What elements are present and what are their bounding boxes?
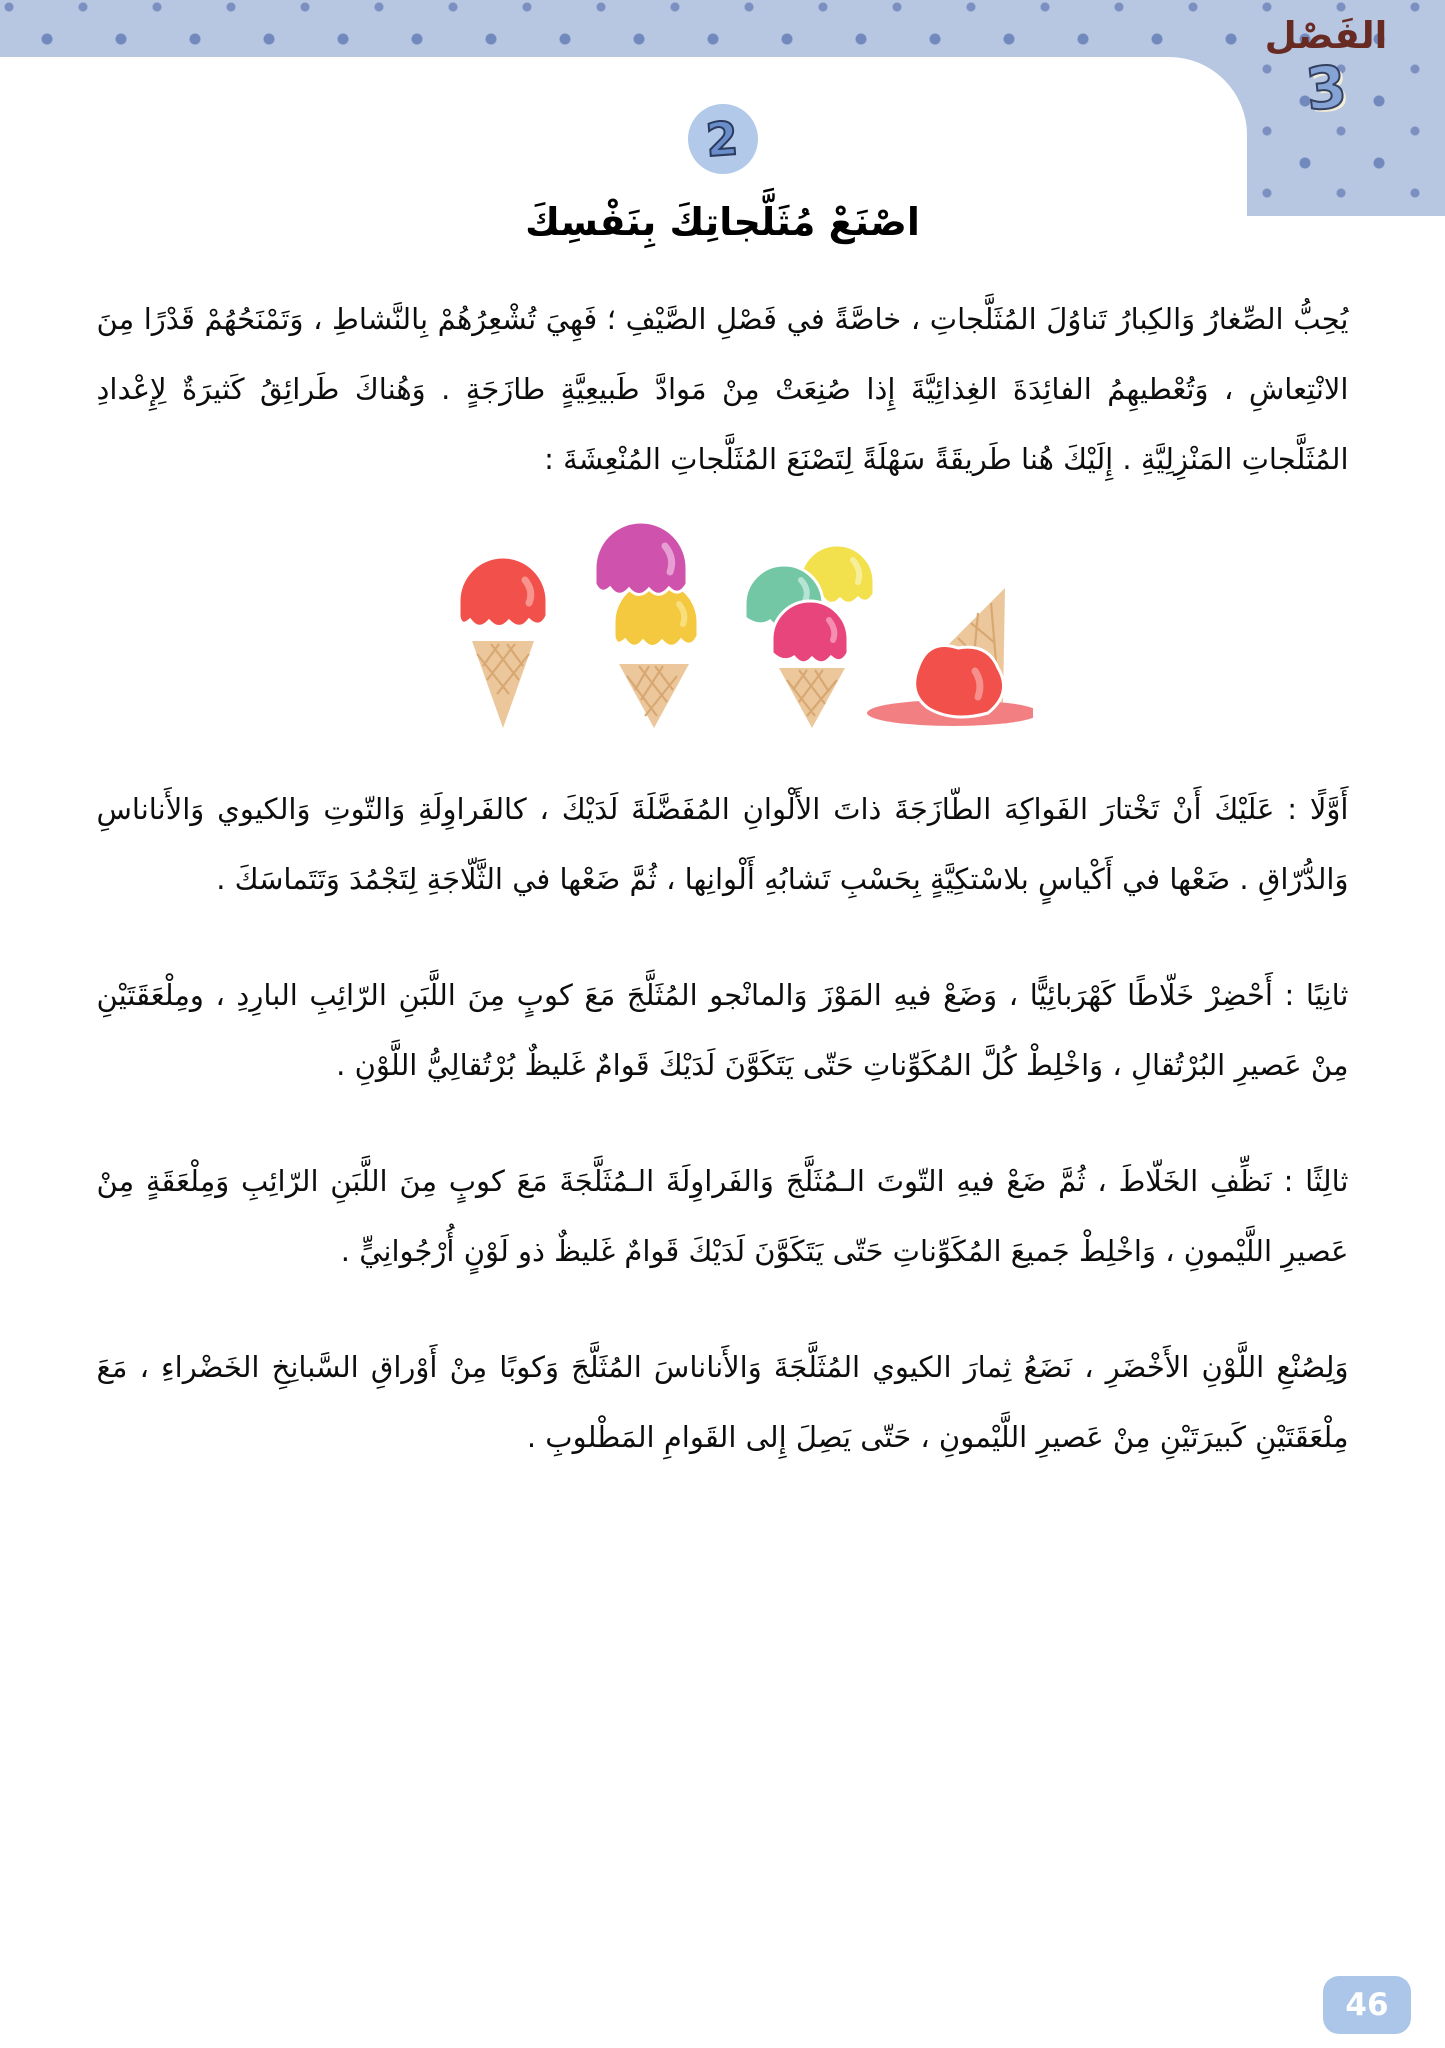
cone — [619, 664, 689, 728]
chapter-label: الفَصْل — [1264, 14, 1388, 57]
ice-cream-cone-3 — [745, 545, 874, 728]
page-title: اصْنَعْ مُثَلَّجاتِكَ بِنَفْسِكَ — [525, 200, 920, 244]
ice-cream-illustration-svg — [413, 508, 1033, 730]
scoop-red-melted — [914, 646, 1003, 718]
page-number-badge — [1323, 1976, 1411, 2034]
page-number: 46 — [1345, 1987, 1389, 2023]
text-column — [97, 284, 1349, 1472]
section-number-badge — [688, 104, 758, 174]
ice-cream-cone-2 — [595, 522, 698, 728]
cone — [779, 668, 845, 728]
cone — [472, 641, 534, 728]
paragraph-intro: يُحِبُّ الصِّغارُ وَالكِبارُ تَناوُلَ المُثَلَّجاتِ ، خاصَّةً في فَصْلِ الصَّيْفِ ؛ فَهِيَ تُشْعِرُهُمْ بِالنَّشاطِ ، وَتَمْنَحُهُمْ قَدْرًا مِنَ الانْتِعاشِ ، وَتُعْطيهِمُ الفائِدَةَ الغِذائِيَّةَ إِذا صُنِعَتْ مِنْ مَوادَّ طَبيعِيَّةٍ طازَجَةٍ . وَهُناكَ طَرائِقُ كَثيرَةٌ لِإِعْدادِ المُثَلَّجاتِ المَنْزِلِيَّةِ . إِلَيْكَ هُنا طَريقَةً سَهْلَةً لِتَصْنَعَ المُثَلَّجاتِ المُنْعِشَةَ : — [96, 302, 1349, 476]
paragraph-green: وَلِصُنْعِ اللَّوْنِ الأَخْضَرِ ، نَضَعُ ثِمارَ الكيوي المُثَلَّجَةَ وَالأَناناسَ المُثَلَّجَ وَكوبًا مِنْ أَوْراقِ السَّبانِخِ الخَضْراءِ ، مَعَ مِلْعَقَتَيْنِ كَبيرَتَيْنِ مِنْ عَصيرِ اللَّيْمونِ ، حَتّى يَصِلَ إِلى القَوامِ المَطْلوبِ . — [96, 1350, 1349, 1454]
section-number: 2 — [704, 110, 741, 168]
paragraph-third: ثالِثًا : نَظِّفِ الخَلّاطَ ، ثُمَّ ضَعْ فيهِ التّوتَ الـمُثَلَّجَ وَالفَراوِلَةَ الـمُثَلَّجَةَ مَعَ كوبٍ مِنَ اللَّبَنِ الرّائِبِ وَمِلْعَقَةٍ مِنْ عَصيرِ اللَّيْمونِ ، وَاخْلِطْ جَميعَ المُكَوِّناتِ حَتّى يَتَكَوَّنَ لَدَيْكَ قَوامٌ غَليظٌ ذو لَوْنٍ أُرْجُوانِيٍّ . — [96, 1164, 1349, 1268]
paragraph-second: ثانِيًا : أَحْضِرْ خَلّاطًا كَهْرَبائِيًّا ، وَضَعْ فيهِ المَوْزَ وَالمانْجو المُثَلَّجَ مَعَ كوبٍ مِنَ اللَّبَنِ الرّائِبِ البارِدِ ، ومِلْعَقَتَيْنِ مِنْ عَصيرِ البُرْتُقالِ ، وَاخْلِطْ كُلَّ المُكَوِّناتِ حَتّى يَتَكَوَّنَ لَدَيْكَ قَوامٌ غَليظٌ بُرْتُقالِيُّ اللَّوْنِ . — [96, 978, 1349, 1082]
ice-cream-cone-1 — [459, 557, 547, 728]
paragraph-first: أَوَّلًا : عَلَيْكَ أَنْ تَخْتارَ الفَواكِهَ الطّازَجَةَ ذاتَ الأَلْوانِ المُفَضَّلَةَ لَدَيْكَ ، كالفَراوِلَةِ وَالتّوتِ وَالكيوي وَالأَناناسِ وَالدُّرّاقِ . ضَعْها في أَكْياسٍ بلاسْتكِيَّةٍ بِحَسْبِ تَشابُهِ أَلْوانِها ، ثُمَّ ضَعْها في الثَّلّاجَةِ لِتَجْمُدَ وَتَتَماسَكَ . — [96, 792, 1349, 896]
page-content — [0, 104, 1445, 1472]
chapter-label-group — [1241, 14, 1411, 124]
ice-cream-illustration — [97, 508, 1349, 734]
ice-cream-fallen — [867, 588, 1033, 726]
chapter-number: 3 — [1302, 51, 1350, 124]
